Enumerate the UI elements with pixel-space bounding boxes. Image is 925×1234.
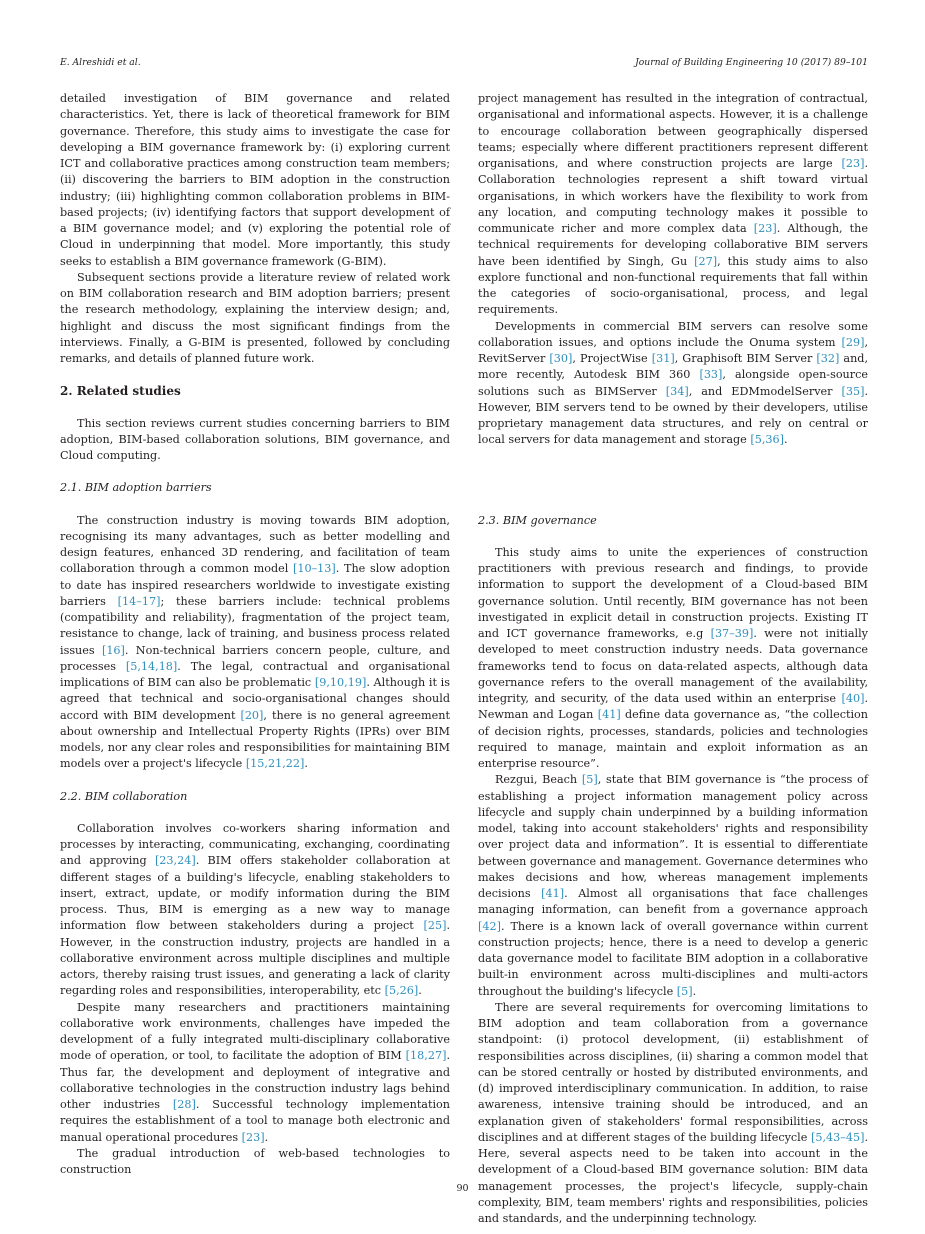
paragraph-text: . Successful technology implementation requires the establishment of a tool to manage both electronic and manual operational procedures xyxy=(60,1098,450,1144)
citation-link[interactable]: [5] xyxy=(581,773,598,787)
paragraph xyxy=(60,513,450,773)
citation-link[interactable]: [16] xyxy=(101,643,125,657)
citation-link[interactable]: [23] xyxy=(841,157,865,170)
paragraph xyxy=(478,545,868,773)
paragraph-text: . Almost all organisations that face challenges managing information, can benefit from a governance approach xyxy=(478,887,868,917)
paragraph-text: Developments in commercial BIM servers can resolve some collaboration issues, and options include the Onuma system xyxy=(478,319,868,349)
paragraph-text: Collaboration involves co-workers sharing information and processes by interacting, communicating, exchanging, coordinating and approving xyxy=(60,821,450,868)
paragraph-text: . Newman and Logan xyxy=(478,692,868,722)
paragraph xyxy=(478,772,868,1000)
citation-link[interactable]: [32] xyxy=(816,352,840,365)
paragraph xyxy=(60,1000,450,1146)
paragraph-text: , alongside open-source solutions such as BIMServer xyxy=(478,368,868,398)
citation-link[interactable]: [14–17] xyxy=(117,594,161,608)
paragraph-text: project management has resulted in the integration of contractual, organisational and informational aspects. However, it is a challenge to encourage collaboration between geographically dispersed teams; especially where different practitioners represent different organisations, and where construction projects are large xyxy=(478,92,868,170)
paragraph-text: . Collaboration technologies represent a shift toward virtual organisations, in which workers have the flexibility to work from any location, and computing technology makes it possible to communicate richer and more complex data xyxy=(478,157,868,235)
citation-link[interactable]: [20] xyxy=(240,708,264,722)
citation-link[interactable]: [33] xyxy=(699,368,723,382)
paragraph-text: This section reviews current studies concerning barriers to BIM adoption, BIM-based collaboration solutions, BIM governance, and Cloud computing. xyxy=(60,416,450,462)
citation-link[interactable]: [41] xyxy=(597,708,621,722)
paragraph xyxy=(60,1146,450,1179)
citation-link[interactable]: [25] xyxy=(423,919,447,933)
paragraph-text: . Thus far, the development and deployment of integrative and collaborative technologies in the construction industry lags behind other industries xyxy=(60,1049,450,1111)
citation-link[interactable]: [42] xyxy=(478,919,501,933)
subsection-heading: 2.2. BIM collaboration xyxy=(60,789,188,803)
paragraph-text: , ProjectWise xyxy=(572,352,652,365)
citation-link[interactable]: [5,36] xyxy=(750,433,784,447)
citation-link[interactable]: [15,21,22] xyxy=(245,757,305,771)
paragraph-text: , RevitServer xyxy=(478,335,868,365)
paragraph xyxy=(478,91,868,319)
paragraph-text: The gradual introduction of web-based technologies to construction xyxy=(60,1146,450,1176)
paragraph-text: . xyxy=(692,984,697,998)
citation-link[interactable]: [41] xyxy=(541,887,565,900)
subsection-heading: 2.3. BIM governance xyxy=(478,513,597,527)
section-heading: 2. Related studies xyxy=(60,384,181,399)
citation-link[interactable]: [10–13] xyxy=(292,562,336,576)
citation-link[interactable]: [23] xyxy=(753,222,777,235)
paragraph-text: . xyxy=(784,433,788,447)
citation-link[interactable]: [27] xyxy=(694,254,718,268)
citation-link[interactable]: [29] xyxy=(841,335,865,349)
paragraph-text: . The legal, contractual and organisational implications of BIM can also be problematic xyxy=(60,659,450,689)
citation-link[interactable]: [23] xyxy=(241,1130,265,1144)
citation-link[interactable]: [35] xyxy=(841,384,865,398)
paragraph-text: . Here, several aspects need to be taken into account in the development of a Cloud-based BIM governance solution: BIM data management processes, the project's lifecycle, supply-chain complexity, BIM, team members' rights and responsibilities, policies and standards, and the underpinning technology. xyxy=(478,1130,868,1225)
citation-link[interactable]: [9,10,19] xyxy=(314,676,367,689)
citation-link[interactable]: [5,26] xyxy=(384,984,419,998)
paragraph-text: define data governance as, “the collection of decision rights, processes, standards, policies and technologies required to manage, maintain and exploit information as an enterprise resource”. xyxy=(478,708,868,770)
running-header-journal: Journal of Building Engineering 10 (2017) 89–101 xyxy=(635,57,868,68)
citation-link[interactable]: [5] xyxy=(676,984,693,998)
page-number: 90 xyxy=(456,1183,469,1194)
paragraph-text: . xyxy=(264,1130,269,1144)
paragraph-text: . were not initially developed to meet construction industry needs. Data governance frameworks tend to focus on data-related aspects, although data governance refers to the overall management of the availability, integrity, and security, of the data used within an enterprise xyxy=(478,627,868,705)
citation-link[interactable]: [31] xyxy=(651,352,675,365)
paragraph-text: There are several requirements for overcoming limitations to BIM adoption and team collaboration from a governance standpoint: (i) protocol development, (ii) establishment of responsibilities across disciplines, (ii) sharing a common model that can be stored centrally or hosted by distributed environments, and (d) improved interdisciplinary communication. In addition, to raise awareness, intensive training should be introduced, and an explanation given of stakeholders' formal responsibilities, across disciplines and at different stages of the building lifecycle xyxy=(478,1000,868,1144)
paragraph-text: . There is a known lack of overall governance within current construction projects; hence, there is a need to develop a generic data governance model to facilitate BIM adoption in a collaborative built-in environment across multi-disciplines and multi-actors throughout the building's lifecycle xyxy=(478,919,868,998)
paragraph-text: , this study aims to also explore functional and non-functional requirements that fall within the categories of socio-organisational, process, and legal requirements. xyxy=(478,254,868,317)
paragraph-text: and, more recently, Autodesk BIM 360 xyxy=(478,352,869,382)
paragraph-text: . Although, the technical requirements for developing collaborative BIM servers have been identified by Singh, Gu xyxy=(478,222,869,268)
paragraph xyxy=(60,91,450,270)
citation-link[interactable]: [30] xyxy=(549,352,573,365)
paragraph-text: , Graphisoft BIM Server xyxy=(674,352,817,365)
paragraph-text: . Non-technical barriers concern people, culture, and processes xyxy=(60,643,450,673)
paragraph-text: , there is no general agreement about ownership and Intellectual Property Rights (IPRs) over BIM models, nor any clear roles and responsibilities for maintaining BIM models over a project's lifecycle xyxy=(60,708,450,771)
paragraph-text: . The slow adoption to date has inspired researchers worldwide to investigate existing barriers xyxy=(60,562,450,608)
citation-link[interactable]: [28] xyxy=(172,1098,196,1111)
paragraph-text: ; these barriers include: technical problems (compatibility and reliability), fragmentation of the project team, resistance to change, lack of training, and business process related issues xyxy=(60,594,450,657)
running-header-authors: E. Alreshidi et al. xyxy=(60,57,141,68)
citation-link[interactable]: [40] xyxy=(841,692,865,705)
paragraph-text: Despite many researchers and practitioners maintaining collaborative work environments, challenges have impeded the development of a fully integrated multi-disciplinary collaborative mode of operation, or tool, to facilitate the adoption of BIM xyxy=(60,1000,450,1063)
paragraph xyxy=(478,319,868,449)
citation-link[interactable]: [5,43–45] xyxy=(810,1130,865,1144)
paragraph-text: The construction industry is moving towards BIM adoption, recognising its many advantages, such as better modelling and design features, enhanced 3D rendering, and facilitation of team collaboration through a common model xyxy=(60,513,450,576)
paragraph-text: , and EDMmodelServer xyxy=(688,384,842,398)
paragraph-text: , state that BIM governance is “the process of establishing a project information management policy across lifecycle and supply chain underpinned by a building information model, taking into account stakeholders' rights and responsibility over project data and information”. It is essential to differentiate between governance and management. Governance determines who makes decisions and how, whereas management implements decisions xyxy=(478,773,868,900)
paragraph-text: . Although it is agreed that technical and socio-organisational changes should accord with BIM development xyxy=(60,676,450,722)
citation-link[interactable]: [5,14,18] xyxy=(125,659,178,673)
left-column xyxy=(60,91,450,1178)
paragraph-text: . BIM offers stakeholder collaboration at different stages of a building's lifecycle, enabling stakeholders to insert, extract, update, or modify information during the BIM process. Thus, BIM is emerging as a new way to manage information flow between stakeholders during a project xyxy=(60,854,450,933)
paragraph-text: Rezgui, Beach xyxy=(495,773,582,787)
citation-link[interactable]: [18,27] xyxy=(405,1049,447,1063)
paragraph-text: . However, BIM servers tend to be owned by their developers, utilise proprietary management data structures, and rely on central or local servers for data management and storage xyxy=(478,384,868,447)
right-column xyxy=(478,91,868,1227)
citation-link[interactable]: [37–39] xyxy=(710,627,754,640)
paragraph-text: . xyxy=(304,757,308,771)
paragraph-text: This study aims to unite the experiences of construction practitioners with previous research and findings, to provide information to support the development of a Cloud-based BIM governance solution. Until recently, BIM governance has not been investigated in explicit detail in construction projects. Existing IT and ICT governance frameworks, e.g xyxy=(478,545,868,640)
subsection-heading: 2.1. BIM adoption barriers xyxy=(60,481,212,495)
paragraph-text: detailed investigation of BIM governance and related characteristics. Yet, there is lack of theoretical framework for BIM governance. Therefore, this study aims to investigate the case for developing a BIM governance framework by: (i) exploring current ICT and collaborative practices among construction team members; (ii) discovering the barriers to BIM adoption in the construction industry; (iii) highlighting common collaboration problems in BIM-based projects; (iv) identifying factors that support development of a BIM governance model; and (v) exploring the potential role of Cloud in underpinning that model. More importantly, this study seeks to establish a BIM governance framework (G-BIM). xyxy=(60,92,450,268)
paragraph-text: . However, in the construction industry, projects are handled in a collaborative environment across multiple disciplines and multiple actors, thereby raising trust issues, and generating a lack of clarity regarding roles and responsibilities, interoperability, etc xyxy=(60,919,450,998)
paragraph-text: Subsequent sections provide a literature review of related work on BIM collaboration research and BIM adoption barriers; present the research methodology, explaining the interview design; and, highlight and discuss the most significant findings from the interviews. Finally, a G-BIM is presented, followed by concluding remarks, and details of planned future work. xyxy=(60,270,450,365)
paragraph-text: . xyxy=(418,984,422,998)
citation-link[interactable]: [34] xyxy=(665,384,689,398)
paragraph xyxy=(60,270,450,368)
paragraph xyxy=(60,821,450,1000)
paragraph xyxy=(60,416,450,465)
citation-link[interactable]: [23,24] xyxy=(154,854,196,868)
